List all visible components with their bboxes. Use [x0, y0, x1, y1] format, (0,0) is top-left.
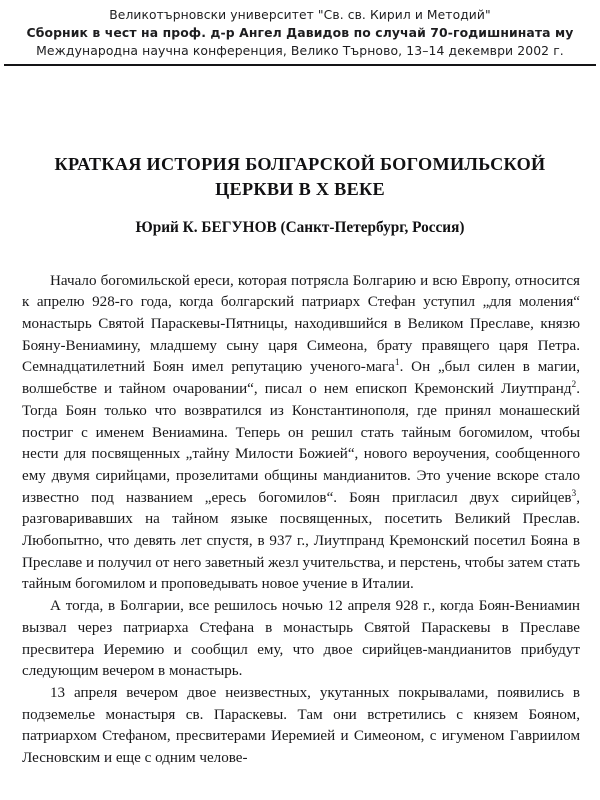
article-body	[22, 271, 580, 770]
paragraph-1-part-d: , разговаривавших на тайном языке посвященных, посетить Великий Преслав. Любопытно, что девять лет спустя, в 937 г., Лиутпранд Кремонский посетил Бояна в Преславе и получил от него заветный жезл учительства, и перстень, чтобы затем стать тайным богомилом и проповедывать новое учение в Италии.	[22, 489, 580, 593]
paragraph-2: А тогда, в Болгарии, все решилось ночью 12 апреля 928 г., когда Боян-Вениамин вызвал через патриарха Стефана в монастырь Святой Параскевы в Преславе пресвитера Иеремию и сообщил ему, что двое сирийцев-мандианитов прибудут следующим вечером в монастырь.	[22, 598, 580, 680]
author-byline: Юрий К. БЕГУНОВ (Санкт-Петербург, Россия)	[135, 218, 465, 236]
paragraph-1-part-c: . Тогда Боян только что возвратился из Константинополя, где принял монашеский постриг с именем Вениамина. Теперь он решил стать тайным богомилом, чтобы нести для посвященных „тайну Милости Божией“, нового вероучения, сообщенного ему двумя сирийцами, прозелитами общины мандианитов. Это учение вскоре стало известно под названием „ересь богомилов“. Боян пригласил двух сирийцев	[22, 381, 580, 506]
paragraph-3: 13 апреля вечером двое неизвестных, укутанных покрывалами, появились в подземелье монастыря св. Параскевы. Там они встретились с князем Бояном, патриархом Стефаном, пресвитерами Иеремией и Симеоном, с игуменом Гавриилом Лесновским и еще с одним челове-	[22, 684, 580, 767]
running-head	[0, 0, 600, 61]
running-head-line-conference: Международна научна конференция, Велико Търново, 13–14 декември 2002 г.	[36, 43, 564, 59]
footnote-marker-3: 3	[571, 488, 577, 499]
footnote-marker-1: 1	[394, 358, 400, 369]
title-block	[0, 152, 600, 239]
paragraph-1-part-b: . Он „был силен в магии, волшебстве и тайном очаровании“, писал о нем епископ Кремонский Лиутпранд	[22, 359, 580, 398]
running-head-line-university: Великотърновски университет "Св. св. Кирил и Методий"	[109, 8, 491, 22]
page-title: КРАТКАЯ ИСТОРИЯ БОЛГАРСКОЙ БОГОМИЛЬСКОЙ ЦЕРКВИ В X ВЕКЕ	[54, 153, 546, 199]
paragraph-1-part-a: Начало богомильской ереси, которая потрясла Болгарию и всю Европу, относится к апрелю 928-го года, когда болгарский патриарх Стефан уступил „для моления“ монастырь Святой Параскевы-Пятницы, находившийся в Великом Преславе, князю Бояну-Вениамину, младшему сыну царя Симеона, брату правящего царя Петра. Семнадцатилетний Боян имел репутацию ученого-мага	[22, 272, 580, 376]
header-divider	[4, 64, 596, 66]
paragraph-1	[22, 271, 580, 597]
running-head-line-volume: Сборник в чест на проф. д-р Ангел Давидов по случай 70-годишнината му	[26, 25, 574, 41]
footnote-marker-2: 2	[571, 380, 577, 391]
